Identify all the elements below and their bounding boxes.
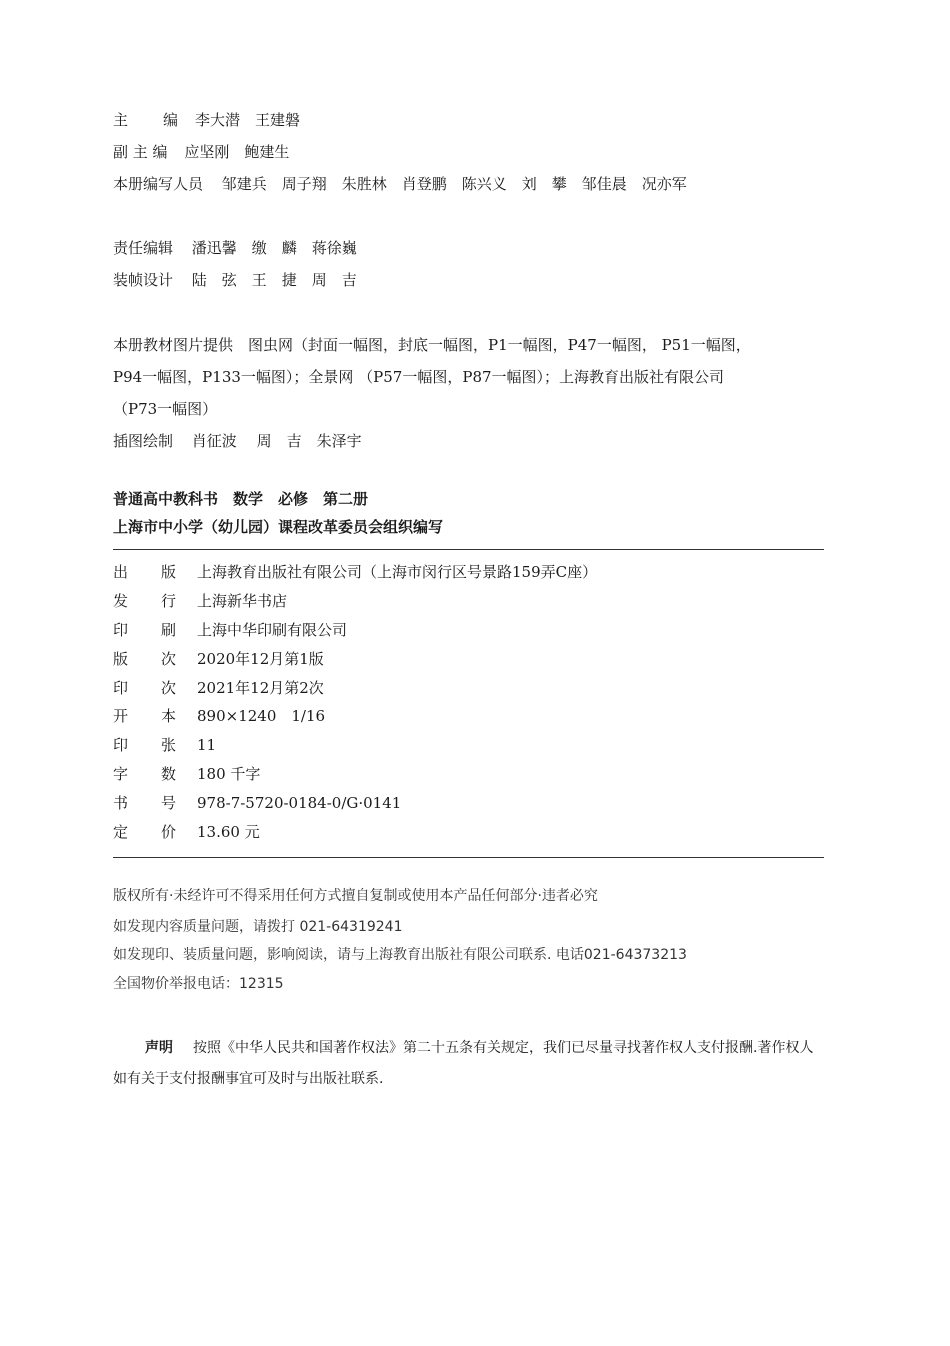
statement-paragraph	[113, 1033, 825, 1095]
writers-names: 邹建兵 周子翔 朱胜林 肖登鹏 陈兴义 刘 攀 邹佳晨 况亦军	[221, 175, 687, 193]
book-title: 普通高中教科书 数学 必修 第二册	[113, 490, 369, 508]
chief-editor-names: 李大潜 王建磐	[195, 111, 301, 129]
image-credits-line-1: 本册教材图片提供 图虫网（封面一幅图，封底一幅图，P1一幅图，P47一幅图， P51一幅图，	[113, 336, 751, 354]
illustration-names: 肖征波 周 吉 朱泽宇	[191, 432, 362, 450]
illustration-line	[113, 431, 362, 451]
statement-label: 声明	[145, 1040, 173, 1056]
binding-design-line	[113, 270, 357, 290]
illustration-label: 插图绘制	[113, 432, 174, 450]
image-credits-line-3: （P73一幅图）	[113, 400, 218, 418]
deputy-editor-line	[113, 142, 289, 162]
content-issue-notice: 如发现内容质量问题，请拨打 021-64319241	[113, 919, 403, 935]
responsible-editor-names: 潘迅馨 缴 麟 蒋徐巍	[191, 239, 357, 257]
responsible-editor-line	[113, 238, 357, 258]
deputy-editor-names: 应坚刚 鲍建生	[184, 143, 290, 161]
bottom-divider	[113, 857, 824, 858]
chief-editor-line	[113, 110, 301, 130]
writers-line	[113, 174, 687, 194]
responsible-editor-label: 责任编辑	[113, 239, 174, 257]
print-issue-notice: 如发现印、装质量问题，影响阅读，请与上海教育出版社有限公司联系. 电话021-64373213	[113, 947, 687, 963]
binding-design-label: 装帧设计	[113, 271, 174, 289]
copyright-notice: 版权所有·未经许可不得采用任何方式擅自复制或使用本产品任何部分·违者必究	[113, 888, 598, 904]
price-report-notice: 全国物价举报电话：12315	[113, 976, 284, 992]
book-compiler: 上海市中小学（幼儿园）课程改革委员会组织编写	[113, 518, 444, 536]
image-credits-line-2: P94一幅图，P133一幅图）；全景网 （P57一幅图，P87一幅图）；上海教育出版社有限公司	[113, 368, 725, 386]
binding-design-names: 陆 弦 王 捷 周 吉	[191, 271, 357, 289]
chief-editor-label-2: 编	[163, 111, 179, 129]
writers-label: 本册编写人员	[113, 175, 204, 193]
chief-editor-label-1: 主	[113, 111, 129, 129]
statement-text: 按照《中华人民共和国著作权法》第二十五条有关规定，我们已尽量寻找著作权人支付报酬.著作权人如有关于支付报酬事宜可及时与出版社联系.	[113, 1040, 814, 1087]
top-divider	[113, 549, 824, 550]
deputy-editor-label: 副 主 编	[113, 143, 168, 161]
